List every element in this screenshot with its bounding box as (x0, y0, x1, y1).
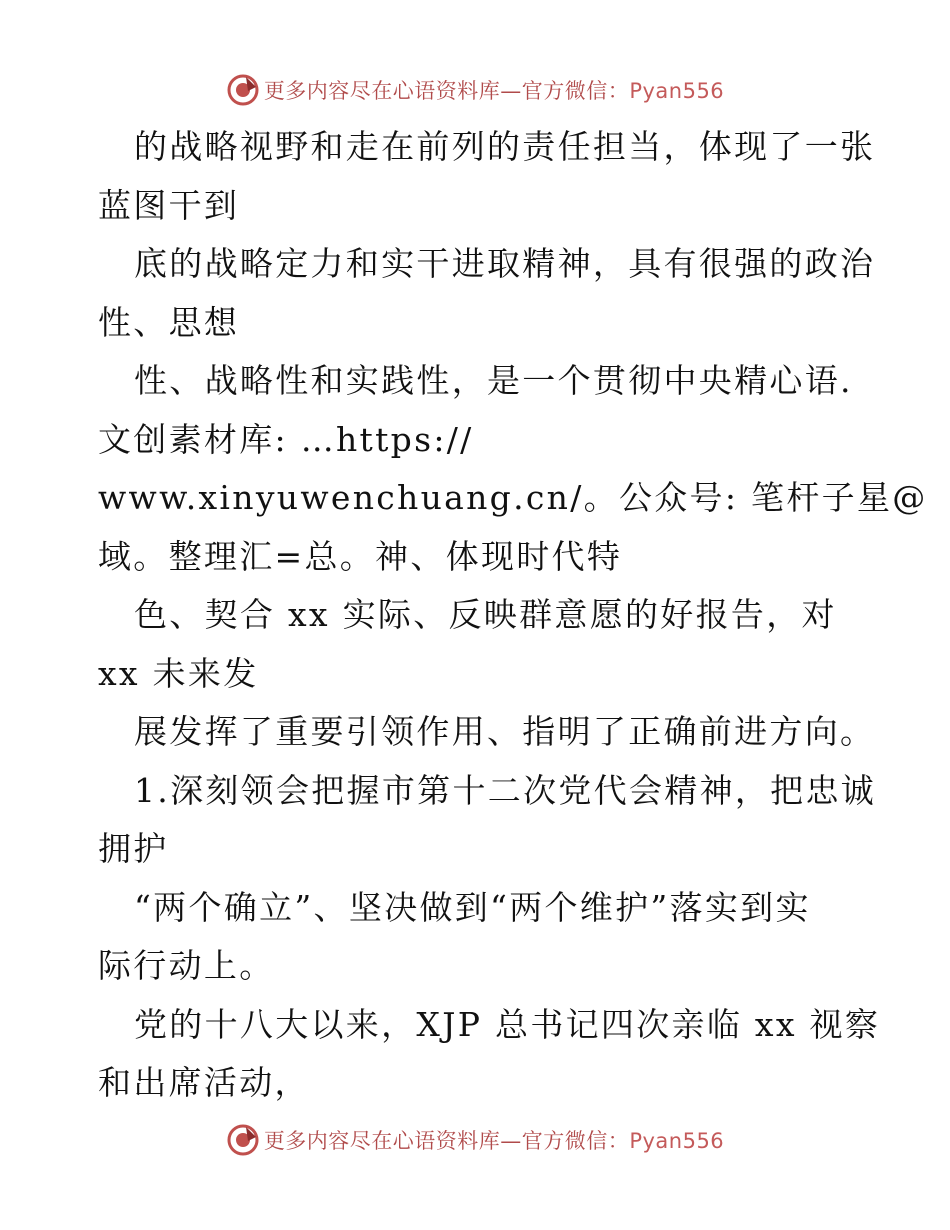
text-line: 展发挥了重要引领作用、指明了正确前进方向。 (134, 712, 876, 751)
header-watermark (0, 70, 950, 110)
document-body (98, 118, 928, 1113)
text-line: 1.深刻领会把握市第十二次党代会精神，把忠诚 (134, 770, 877, 810)
text-line: 色、契合 xx 实际、反映群意愿的好报告，对 (134, 595, 837, 634)
watermark-text: 更多内容尽在心语资料库—官方微信：Pyan556 (263, 79, 725, 103)
text-line: 党的十八大以来，XJP 总书记四次亲临 xx 视察 (134, 1004, 881, 1044)
text-line: 性、思想 (98, 302, 240, 342)
text-line: 际行动上。 (98, 946, 275, 985)
text-line: 文创素材库: …https:// (98, 419, 474, 459)
text-line: 的战略视野和走在前列的责任担当，体现了一张 (134, 127, 876, 166)
text-line: “两个确立”、坚决做到“两个维护”落实到实 (134, 887, 811, 927)
text-line: 性、战略性和实践性，是一个贯彻中央精心语. (134, 361, 853, 400)
text-line: xx 未来发 (98, 653, 259, 693)
watermark-text: 更多内容尽在心语资料库—官方微信：Pyan556 (263, 1129, 725, 1153)
brush-logo-icon (226, 73, 260, 107)
brush-logo-icon (226, 1123, 260, 1157)
text-line: 和出席活动， (98, 1063, 310, 1102)
text-line: 拥护 (98, 829, 169, 868)
text-line: 蓝图干到 (98, 185, 240, 225)
footer-watermark (0, 1120, 950, 1160)
text-line: 域。整理汇=总。神、体现时代特 (98, 536, 623, 576)
text-line: www.xinyuwenchuang.cn/。公众号: 笔杆子星@ (98, 478, 928, 517)
text-line: 底的战略定力和实干进取精神，具有很强的政治 (134, 244, 876, 283)
